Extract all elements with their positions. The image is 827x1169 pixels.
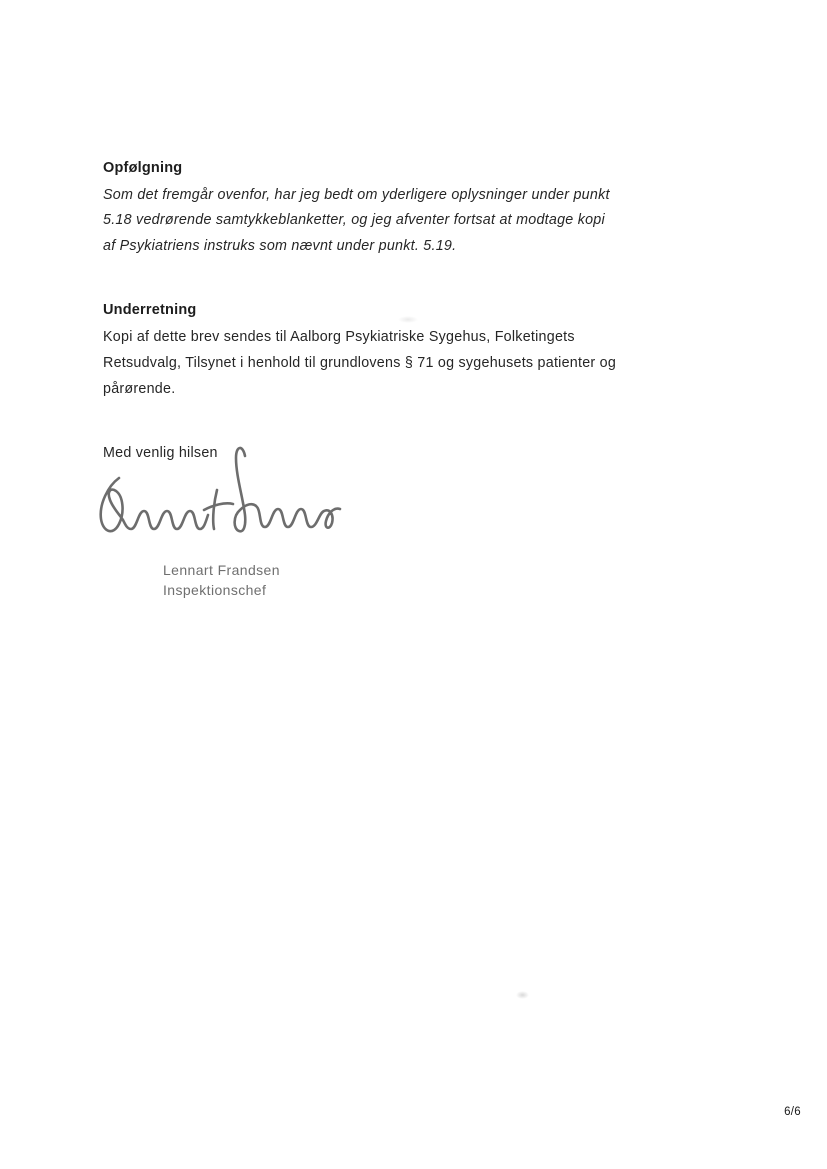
closing-salutation: Med venlig hilsen xyxy=(103,445,218,461)
signature-icon xyxy=(92,438,348,552)
paragraph-underretning xyxy=(103,324,616,402)
paragraph-line: pårørende. xyxy=(103,381,176,397)
section-heading-opfolgning: Opfølgning xyxy=(103,160,183,176)
paragraph-line: 5.18 vedrørende samtykkeblanketter, og jeg afventer fortsat at modtage kopi xyxy=(103,212,605,229)
signatory-name: Lennart Frandsen xyxy=(163,562,280,578)
section-heading-underretning: Underretning xyxy=(103,302,197,318)
signature-block xyxy=(92,438,348,552)
paragraph-line: af Psykiatriens instruks som nævnt under punkt. 5.19. xyxy=(103,237,457,254)
paragraph-line: Retsudvalg, Tilsynet i henhold til grundlovens § 71 og sygehusets patienter og xyxy=(103,355,617,371)
paragraph-opfolgning xyxy=(103,183,610,259)
paragraph-line: Som det fremgår ovenfor, har jeg bedt om yderligere oplysninger under punkt xyxy=(103,187,610,203)
page-number: 6/6 xyxy=(784,1106,801,1118)
signatory-block xyxy=(163,560,280,600)
paragraph-line: Kopi af dette brev sendes til Aalborg Psykiatriske Sygehus, Folketingets xyxy=(103,329,575,345)
scan-smudge xyxy=(516,991,529,999)
signatory-title: Inspektionschef xyxy=(163,582,267,598)
scan-smudge xyxy=(398,316,418,323)
